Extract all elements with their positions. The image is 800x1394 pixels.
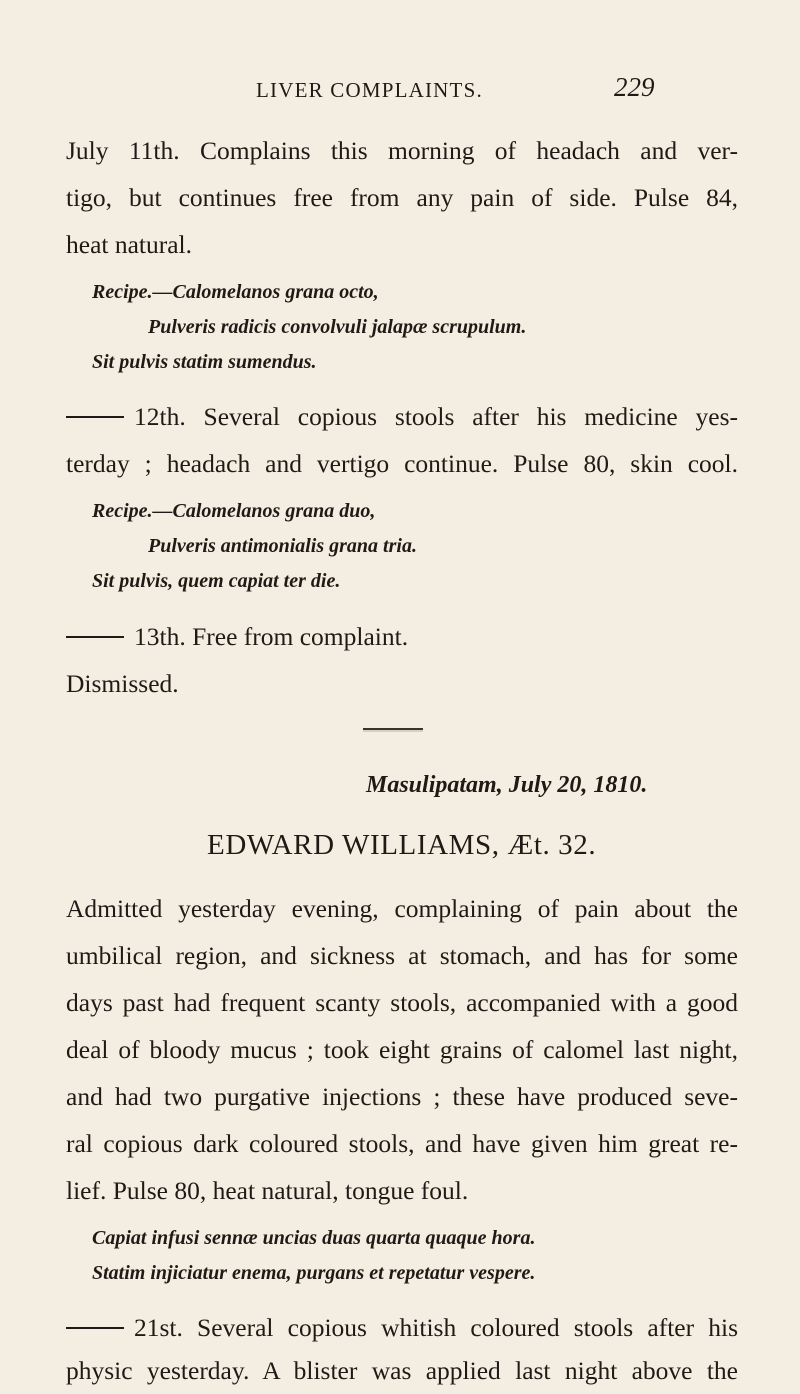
text-line: umbilical region, and sickness at stomach, and has for some [66,941,738,970]
text-line: heat natural. [66,230,193,259]
text-line: July 11th. Complains this morning of headach and ver- [66,136,738,165]
text-line: and had two purgative injections ; these have produced seve- [66,1082,738,1111]
text-line [66,622,408,652]
recipe-line: Sit pulvis statim sumendus. [92,351,317,373]
em-dash-rule [66,416,124,418]
page-number: 229 [614,72,655,102]
running-head: LIVER COMPLAINTS. [256,78,483,102]
recipe-line: Recipe.—Calomelanos grana octo, [92,281,379,303]
text-line: physic yesterday. A blister was applied last night above the [66,1356,738,1385]
prescription-line: Capiat infusi sennæ uncias duas quarta quaque hora. [92,1227,536,1249]
text-line: days past had frequent scanty stools, accompanied with a good [66,988,738,1017]
text-span: 13th. Free from complaint. [134,622,409,651]
em-dash-rule [66,636,124,638]
text-line: Admitted yesterday evening, complaining of pain about the [66,894,738,923]
recipe-line: Sit pulvis, quem capiat ter die. [92,570,341,592]
patient-heading: EDWARD WILLIAMS, Æt. 32. [207,829,597,861]
text-line: ral copious dark coloured stools, and have given him great re- [66,1129,738,1158]
text-line: terday ; headach and vertigo continue. Pulse 80, skin cool. [66,449,738,478]
place-date: Masulipatam, July 20, 1810. [366,772,648,798]
text-line: tigo, but continues free from any pain of side. Pulse 84, [66,183,738,212]
section-divider [363,728,423,730]
text-line: deal of bloody mucus ; took eight grains of calomel last night, [66,1035,738,1064]
text-line [66,402,738,432]
text-line: Dismissed. [66,669,179,698]
text-line [66,1313,738,1343]
recipe-line: Pulveris antimonialis grana tria. [148,535,417,557]
em-dash-rule [66,1327,124,1329]
recipe-line: Recipe.—Calomelanos grana duo, [92,500,376,522]
prescription-line: Statim injiciatur enema, purgans et repetatur vespere. [92,1262,536,1284]
text-line: lief. Pulse 80, heat natural, tongue foul. [66,1176,469,1205]
text-span: 21st. Several copious whitish coloured stools after his [134,1313,738,1342]
recipe-line: Pulveris radicis convolvuli jalapæ scrupulum. [148,316,527,338]
text-span: 12th. Several copious stools after his medicine yes- [134,402,738,431]
